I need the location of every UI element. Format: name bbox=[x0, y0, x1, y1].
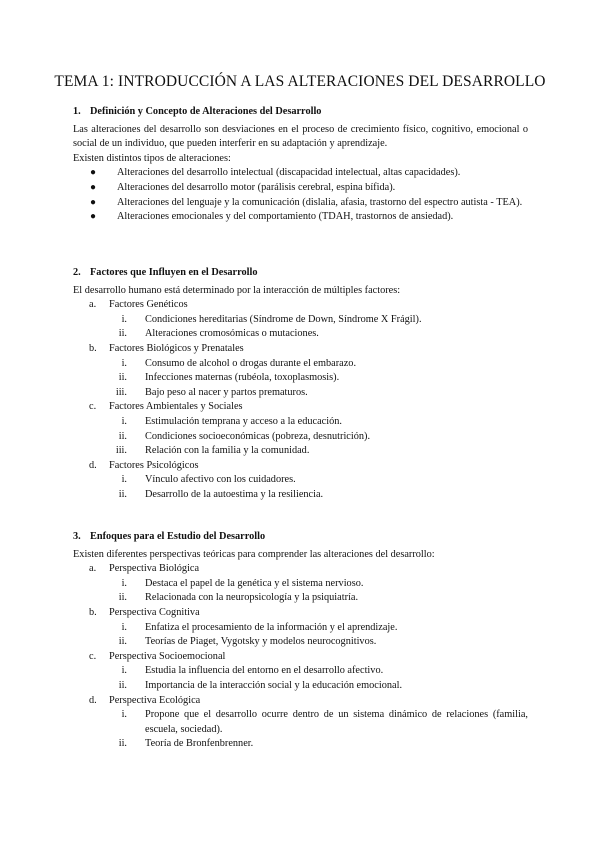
list-marker: ii. bbox=[118, 636, 127, 648]
list-item bbox=[73, 591, 528, 606]
section-3 bbox=[73, 530, 528, 752]
bullet-icon: ● bbox=[90, 167, 97, 179]
list-item bbox=[73, 737, 528, 752]
list-item bbox=[73, 166, 528, 181]
list-marker: ii. bbox=[118, 372, 127, 384]
list-item-text: Perspectiva Socioemocional bbox=[109, 650, 226, 662]
list-marker: ii. bbox=[118, 592, 127, 604]
list-marker: c. bbox=[89, 650, 97, 662]
list-marker: ii. bbox=[118, 679, 127, 691]
list-item bbox=[73, 488, 528, 503]
paragraph: El desarrollo humano está determinado por la interacción de múltiples factores: bbox=[73, 284, 401, 296]
list-item bbox=[73, 342, 528, 357]
list-marker: ii. bbox=[118, 430, 127, 442]
section-number: 2. bbox=[73, 267, 81, 278]
list-item-text: Alteraciones del lenguaje y la comunicación (dislalia, afasia, trastorno del espectro autista - TEA). bbox=[117, 196, 523, 208]
list-item bbox=[73, 473, 528, 488]
list-item-text: Estimulación temprana y acceso a la educación. bbox=[145, 415, 342, 427]
section-heading bbox=[73, 266, 528, 281]
section-heading bbox=[73, 105, 528, 120]
list-item-text: Importancia de la interacción social y la educación emocional. bbox=[145, 679, 403, 691]
list-item-text: Teorías de Piaget, Vygotsky y modelos neurocognitivos. bbox=[145, 636, 377, 648]
list-item-text: Factores Biológicos y Prenatales bbox=[109, 342, 244, 354]
list-item-text: Consumo de alcohol o drogas durante el embarazo. bbox=[145, 357, 357, 369]
list-item-text: Factores Psicológicos bbox=[109, 459, 199, 471]
list-marker: d. bbox=[89, 694, 97, 706]
list-item bbox=[73, 210, 528, 225]
list-item-text: Factores Ambientales y Sociales bbox=[109, 401, 243, 413]
list-item bbox=[73, 386, 528, 401]
list-item-text: Alteraciones del desarrollo intelectual (discapacidad intelectual, altas capacidades). bbox=[117, 167, 461, 179]
list-item bbox=[73, 196, 528, 211]
list-item bbox=[73, 577, 528, 592]
list-item-text: Condiciones socioeconómicas (pobreza, desnutrición). bbox=[145, 430, 371, 442]
list-item-text: Relacionada con la neuropsicología y la psiquiatría. bbox=[145, 592, 359, 604]
list-item bbox=[73, 327, 528, 342]
list-item bbox=[73, 679, 528, 694]
list-marker: c. bbox=[89, 401, 97, 413]
list-item-text: Perspectiva Cognitiva bbox=[109, 606, 200, 618]
list-item-text: Teoría de Bronfenbrenner. bbox=[145, 738, 254, 750]
list-item bbox=[73, 444, 528, 459]
list-item-text: Alteraciones del desarrollo motor (parálisis cerebral, espina bífida). bbox=[117, 181, 396, 193]
section-number: 3. bbox=[73, 531, 81, 542]
list-marker: i. bbox=[121, 313, 127, 325]
list-item-text: Perspectiva Ecológica bbox=[109, 694, 201, 706]
section-heading-text: Factores que Influyen en el Desarrollo bbox=[90, 267, 258, 278]
list-marker: iii. bbox=[115, 445, 127, 457]
list-item-text: Estudia la influencia del entorno en el desarrollo afectivo. bbox=[145, 665, 384, 677]
list-marker: d. bbox=[89, 459, 97, 471]
list-marker: i. bbox=[121, 577, 127, 589]
list-marker: a. bbox=[89, 299, 97, 311]
section-2 bbox=[73, 266, 528, 503]
list-item-text: Enfatiza el procesamiento de la información y el aprendizaje. bbox=[145, 621, 398, 633]
list-item-text: Condiciones hereditarias (Síndrome de Down, Síndrome X Frágil). bbox=[145, 313, 422, 325]
page-title: TEMA 1: INTRODUCCIÓN A LAS ALTERACIONES DEL DESARROLLO bbox=[54, 73, 546, 90]
section-heading-text: Definición y Concepto de Alteraciones del Desarrollo bbox=[90, 106, 322, 117]
list-item bbox=[73, 313, 528, 328]
list-item bbox=[73, 664, 528, 679]
list-item bbox=[73, 400, 528, 415]
list-item bbox=[73, 694, 528, 709]
list-marker: b. bbox=[89, 606, 97, 618]
list-item-text: Bajo peso al nacer y partos prematuros. bbox=[145, 386, 308, 398]
list-item-text: Alteraciones emocionales y del comportamiento (TDAH, trastornos de ansiedad). bbox=[117, 211, 454, 223]
list-item bbox=[73, 415, 528, 430]
list-marker: i. bbox=[121, 665, 127, 677]
section-1 bbox=[73, 105, 528, 225]
list-item-text: Relación con la familia y la comunidad. bbox=[145, 445, 310, 457]
list-item-text: Vínculo afectivo con los cuidadores. bbox=[145, 474, 296, 486]
list-item bbox=[73, 357, 528, 372]
section-heading bbox=[73, 530, 528, 545]
list-marker: i. bbox=[121, 415, 127, 427]
list-item-text: Perspectiva Biológica bbox=[109, 563, 200, 575]
list-item bbox=[73, 298, 528, 313]
bullet-icon: ● bbox=[90, 211, 97, 223]
list-item bbox=[73, 562, 528, 577]
section-number: 1. bbox=[73, 106, 81, 117]
list-item-text: Factores Genéticos bbox=[109, 299, 188, 311]
list-marker: iii. bbox=[115, 386, 127, 398]
list-marker: i. bbox=[121, 621, 127, 633]
list-item-text: Propone que el desarrollo ocurre dentro de un sistema dinámico de relaciones (familia, escuela, sociedad). bbox=[145, 709, 528, 735]
section-heading-text: Enfoques para el Estudio del Desarrollo bbox=[90, 531, 266, 542]
list-item bbox=[73, 606, 528, 621]
list-marker: i. bbox=[121, 709, 127, 721]
list-marker: a. bbox=[89, 563, 97, 575]
list-item bbox=[73, 708, 528, 737]
paragraph: Existen diferentes perspectivas teóricas para comprender las alteraciones del desarrollo: bbox=[73, 548, 435, 560]
paragraph: Existen distintos tipos de alteraciones: bbox=[73, 152, 231, 164]
list-item-text: Desarrollo de la autoestima y la resiliencia. bbox=[145, 488, 324, 500]
list-item bbox=[73, 371, 528, 386]
paragraph: Las alteraciones del desarrollo son desviaciones en el proceso de crecimiento físico, cognitivo, emocional o social de un individuo, que pueden interferir en su adaptación y aprendizaje. bbox=[73, 123, 528, 150]
list-marker: ii. bbox=[118, 738, 127, 750]
list-item bbox=[73, 650, 528, 665]
list-item bbox=[73, 635, 528, 650]
list-marker: b. bbox=[89, 342, 97, 354]
list-item-text: Alteraciones cromosómicas o mutaciones. bbox=[145, 328, 319, 340]
list-marker: ii. bbox=[118, 328, 127, 340]
list-item-text: Destaca el papel de la genética y el sistema nervioso. bbox=[145, 577, 364, 589]
list-item bbox=[73, 459, 528, 474]
list-item bbox=[73, 430, 528, 445]
list-marker: i. bbox=[121, 357, 127, 369]
list-marker: ii. bbox=[118, 488, 127, 500]
list-item bbox=[73, 621, 528, 636]
bullet-icon: ● bbox=[90, 181, 97, 193]
bullet-icon: ● bbox=[90, 196, 97, 208]
list-marker: i. bbox=[121, 474, 127, 486]
list-item bbox=[73, 181, 528, 196]
list-item-text: Infecciones maternas (rubéola, toxoplasmosis). bbox=[145, 372, 340, 384]
